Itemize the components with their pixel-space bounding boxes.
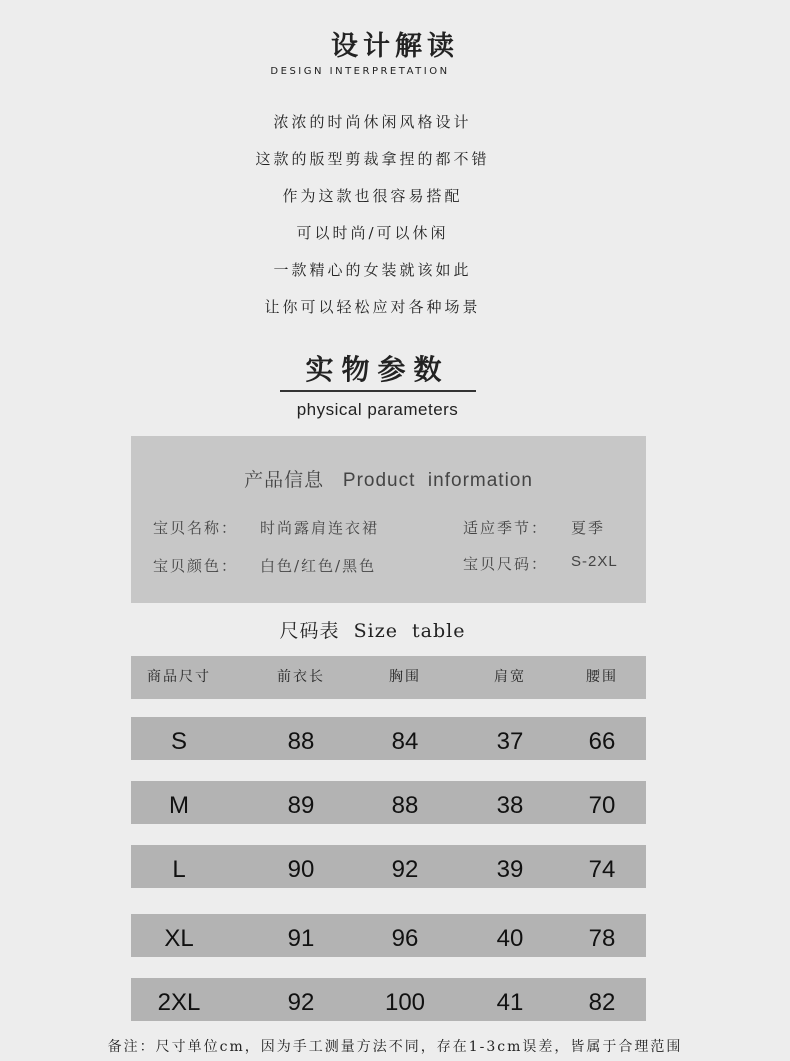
product-size-value: S-2XL: [571, 553, 618, 570]
waist-cell: 78: [588, 925, 616, 952]
shoulder-cell: 40: [496, 925, 524, 952]
header-cell-shoulder: 肩宽: [494, 669, 526, 685]
page-subtitle: DESIGN INTERPRETATION: [270, 66, 450, 77]
measurement-note: 备注：尺寸单位cm，因为手工测量方法不同，存在1-3cm误差，皆属于合理范围: [107, 1039, 683, 1055]
bust-cell: 88: [391, 792, 419, 819]
description-block: [0, 104, 745, 326]
title-underline: [280, 390, 476, 392]
bust-cell: 96: [391, 925, 419, 952]
shoulder-cell: 37: [496, 728, 524, 755]
waist-cell: 74: [588, 856, 616, 883]
header-cell-waist: 腰围: [586, 669, 618, 685]
size-table-heading: 尺码表 Size table: [279, 620, 466, 642]
length-cell: 90: [287, 856, 315, 883]
header-cell-bust: 胸围: [389, 669, 421, 685]
length-cell: 92: [287, 989, 315, 1016]
shoulder-cell: 38: [496, 792, 524, 819]
product-name-label: 宝贝名称：: [153, 519, 239, 537]
product-info-panel: [131, 436, 646, 603]
header-cell-length: 前衣长: [277, 669, 325, 685]
table-row: [131, 717, 646, 760]
length-cell: 89: [287, 792, 315, 819]
product-size-label: 宝贝尺码：: [463, 555, 549, 573]
waist-cell: 82: [588, 989, 616, 1016]
size-cell: M: [169, 792, 189, 819]
season-value: 夏季: [571, 519, 606, 537]
description-line: 浓浓的时尚休闲风格设计: [273, 113, 472, 131]
size-cell: L: [172, 856, 186, 883]
product-name-value: 时尚露肩连衣裙: [260, 519, 380, 537]
length-cell: 91: [287, 925, 315, 952]
waist-cell: 70: [588, 792, 616, 819]
description-line: 作为这款也很容易搭配: [282, 187, 463, 205]
product-color-label: 宝贝颜色：: [153, 557, 239, 575]
bust-cell: 100: [384, 989, 426, 1016]
table-row: [131, 845, 646, 888]
table-row: [131, 978, 646, 1021]
product-color-value: 白色/红色/黑色: [260, 557, 377, 575]
size-cell: S: [170, 728, 187, 755]
table-row: [131, 914, 646, 957]
shoulder-cell: 39: [496, 856, 524, 883]
size-table-header-row: [131, 656, 646, 699]
size-cell: 2XL: [157, 989, 201, 1016]
description-line: 让你可以轻松应对各种场景: [264, 298, 481, 316]
bust-cell: 92: [391, 856, 419, 883]
bust-cell: 84: [391, 728, 419, 755]
waist-cell: 66: [588, 728, 616, 755]
season-label: 适应季节：: [463, 519, 549, 537]
table-row: [131, 781, 646, 824]
shoulder-cell: 41: [496, 989, 524, 1016]
params-subtitle: physical parameters: [296, 400, 459, 419]
description-line: 这款的版型剪裁拿捏的都不错: [255, 150, 490, 168]
length-cell: 88: [287, 728, 315, 755]
description-line: 一款精心的女装就该如此: [273, 261, 472, 279]
params-title: 实物参数: [305, 353, 450, 386]
size-cell: XL: [164, 925, 194, 952]
header-cell-size: 商品尺寸: [147, 669, 211, 685]
product-info-heading: 产品信息 Product information: [244, 470, 533, 491]
page-title: 设计解读: [331, 31, 459, 62]
description-line: 可以时尚/可以休闲: [296, 224, 449, 242]
